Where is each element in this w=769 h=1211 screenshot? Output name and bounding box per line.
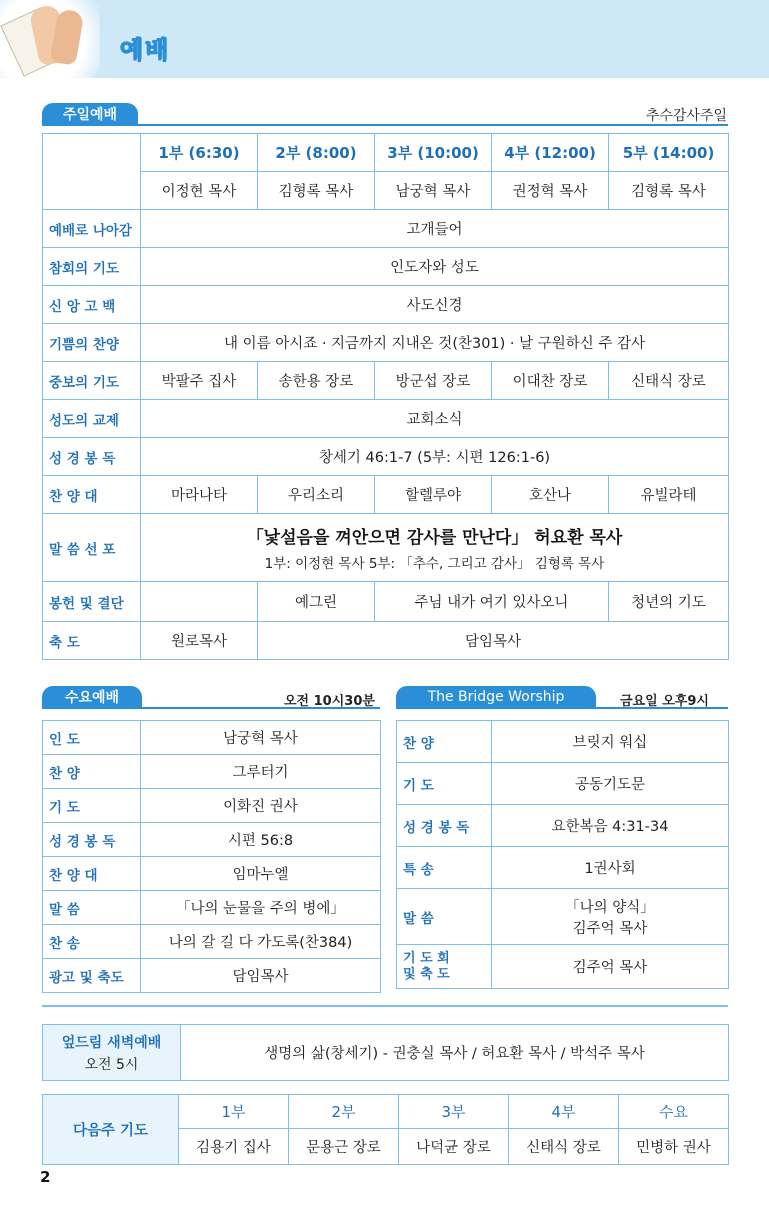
creed-value: 사도신경 bbox=[141, 286, 729, 324]
leader-1: 이정현 목사 bbox=[141, 172, 258, 210]
benediction-1: 원로목사 bbox=[141, 622, 258, 660]
intercession-3: 방군섭 장로 bbox=[375, 362, 492, 400]
service-5-header: 5부 (14:00) bbox=[609, 134, 729, 172]
wed-label-6: 찬 송 bbox=[43, 925, 141, 959]
reading-value: 창세기 46:1-7 (5부: 시편 126:1-6) bbox=[141, 438, 729, 476]
choir-3: 할렐루야 bbox=[375, 476, 492, 514]
bridge-value-5: 김주억 목사 bbox=[492, 945, 729, 989]
bridge-label-5-cell bbox=[397, 945, 492, 989]
wed-label-5: 말 씀 bbox=[43, 891, 141, 925]
wed-value-4: 임마누엘 bbox=[141, 857, 381, 891]
leader-4: 권정혁 목사 bbox=[492, 172, 609, 210]
sermon-cell bbox=[141, 514, 729, 582]
bridge-value-4-cell bbox=[492, 889, 729, 945]
leader-5: 김형록 목사 bbox=[609, 172, 729, 210]
benediction-label: 축 도 bbox=[43, 622, 141, 660]
praying-hands-photo bbox=[0, 0, 100, 78]
offering-label: 봉헌 및 결단 bbox=[43, 582, 141, 622]
repentance-label: 참회의 기도 bbox=[43, 248, 141, 286]
bridge-label-2: 성 경 봉 독 bbox=[397, 805, 492, 847]
choir-1: 마라나타 bbox=[141, 476, 258, 514]
intercession-label: 중보의 기도 bbox=[43, 362, 141, 400]
bridge-worship-table bbox=[396, 720, 729, 989]
bridge-worship-tab: The Bridge Worship bbox=[396, 686, 596, 708]
wed-label-4: 찬 양 대 bbox=[43, 857, 141, 891]
bridge-label-0: 찬 양 bbox=[397, 721, 492, 763]
dawn-label: 엎드림 새벽예배 bbox=[61, 1034, 162, 1051]
sermon-sub: 1부: 이정현 목사 5부: 「추수, 그리고 감사」 김형록 목사 bbox=[264, 556, 605, 572]
wed-value-0: 남궁혁 목사 bbox=[141, 721, 381, 755]
fellowship-value: 교회소식 bbox=[141, 400, 729, 438]
page-number: 2 bbox=[40, 1168, 51, 1186]
next-service-4: 4부 bbox=[509, 1095, 619, 1129]
sermon-title: 「낯설음을 껴안으면 감사를 만난다」 허요환 목사 bbox=[246, 528, 623, 548]
reading-label: 성 경 봉 독 bbox=[43, 438, 141, 476]
next-name-4: 신태식 장로 bbox=[509, 1129, 619, 1165]
offering-3: 주님 내가 여기 있사오니 bbox=[375, 582, 609, 622]
bridge-label-5: 기 도 회 bbox=[403, 950, 450, 966]
wed-value-3: 시편 56:8 bbox=[141, 823, 381, 857]
next-service-2: 2부 bbox=[289, 1095, 399, 1129]
joy-label: 기쁨의 찬양 bbox=[43, 324, 141, 362]
choir-label: 찬 양 대 bbox=[43, 476, 141, 514]
wed-label-0: 인 도 bbox=[43, 721, 141, 755]
bridge-label-1: 기 도 bbox=[397, 763, 492, 805]
corner-cell bbox=[43, 134, 141, 210]
service-4-header: 4부 (12:00) bbox=[492, 134, 609, 172]
bridge-value-1: 공동기도문 bbox=[492, 763, 729, 805]
next-name-2: 문용근 장로 bbox=[289, 1129, 399, 1165]
intercession-4: 이대찬 장로 bbox=[492, 362, 609, 400]
wed-value-2: 이화진 권사 bbox=[141, 789, 381, 823]
wed-label-7: 광고 및 축도 bbox=[43, 959, 141, 993]
wed-label-3: 성 경 봉 독 bbox=[43, 823, 141, 857]
joy-value: 내 이름 아시죠 · 지금까지 지내온 것(찬301) · 날 구원하신 주 감사 bbox=[141, 324, 729, 362]
dawn-time: 오전 5시 bbox=[84, 1056, 139, 1073]
fellowship-label: 성도의 교제 bbox=[43, 400, 141, 438]
service-2-header: 2부 (8:00) bbox=[258, 134, 375, 172]
next-prayer-label: 다음주 기도 bbox=[43, 1095, 179, 1165]
wednesday-worship-tab: 수요예배 bbox=[42, 686, 142, 708]
page-title: 예배 bbox=[120, 36, 171, 64]
bridge-label-5b: 및 축 도 bbox=[403, 966, 450, 982]
creed-label: 신 앙 고 백 bbox=[43, 286, 141, 324]
wednesday-time: 오전 10시30분 bbox=[284, 694, 375, 709]
next-name-3: 나덕균 장로 bbox=[399, 1129, 509, 1165]
next-service-1: 1부 bbox=[179, 1095, 289, 1129]
offering-2: 예그린 bbox=[258, 582, 375, 622]
sunday-occasion: 추수감사주일 bbox=[645, 108, 727, 124]
dawn-label-cell bbox=[43, 1025, 181, 1081]
intercession-2: 송한용 장로 bbox=[258, 362, 375, 400]
leader-2: 김형록 목사 bbox=[258, 172, 375, 210]
offering-4: 청년의 기도 bbox=[609, 582, 729, 622]
bridge-time: 금요일 오후9시 bbox=[620, 694, 709, 709]
offering-1 bbox=[141, 582, 258, 622]
wednesday-worship-table bbox=[42, 720, 381, 993]
bridge-label-3: 특 송 bbox=[397, 847, 492, 889]
sunday-worship-tab: 주일예배 bbox=[42, 103, 138, 125]
bridge-label-4: 말 씀 bbox=[397, 889, 492, 945]
next-name-1: 김용기 집사 bbox=[179, 1129, 289, 1165]
next-name-5: 민병하 권사 bbox=[619, 1129, 729, 1165]
next-service-3: 3부 bbox=[399, 1095, 509, 1129]
intercession-5: 신태식 장로 bbox=[609, 362, 729, 400]
repentance-value: 인도자와 성도 bbox=[141, 248, 729, 286]
wed-value-5: 「나의 눈물을 주의 병에」 bbox=[141, 891, 381, 925]
benediction-2: 담임목사 bbox=[258, 622, 729, 660]
wed-label-1: 찬 양 bbox=[43, 755, 141, 789]
leader-3: 남궁혁 목사 bbox=[375, 172, 492, 210]
wed-value-1: 그루터기 bbox=[141, 755, 381, 789]
bridge-value-4: 「나의 양식」 bbox=[565, 899, 655, 916]
choir-4: 호산나 bbox=[492, 476, 609, 514]
sermon-label: 말 씀 선 포 bbox=[43, 514, 141, 582]
choir-2: 우리소리 bbox=[258, 476, 375, 514]
sunday-worship-table bbox=[42, 133, 729, 660]
wed-value-6: 나의 갈 길 다 가도록(찬384) bbox=[141, 925, 381, 959]
bridge-value-2: 요한복음 4:31-34 bbox=[492, 805, 729, 847]
choir-5: 유빌라테 bbox=[609, 476, 729, 514]
bridge-value-3: 1권사회 bbox=[492, 847, 729, 889]
bridge-value-0: 브릿지 워십 bbox=[492, 721, 729, 763]
intercession-1: 박팔주 집사 bbox=[141, 362, 258, 400]
dawn-worship-table bbox=[42, 1024, 729, 1081]
wed-label-2: 기 도 bbox=[43, 789, 141, 823]
service-1-header: 1부 (6:30) bbox=[141, 134, 258, 172]
service-3-header: 3부 (10:00) bbox=[375, 134, 492, 172]
approach-value: 고개들어 bbox=[141, 210, 729, 248]
sunday-rule bbox=[42, 124, 728, 126]
approach-label: 예배로 나아감 bbox=[43, 210, 141, 248]
bridge-value-4b: 김주억 목사 bbox=[572, 920, 648, 937]
wed-value-7: 담임목사 bbox=[141, 959, 381, 993]
section-divider bbox=[42, 1005, 728, 1007]
dawn-value: 생명의 삶(창세기) - 권충실 목사 / 허요환 목사 / 박석주 목사 bbox=[181, 1025, 729, 1081]
next-service-5: 수요 bbox=[619, 1095, 729, 1129]
next-prayer-table bbox=[42, 1094, 729, 1165]
page-header bbox=[0, 0, 769, 78]
